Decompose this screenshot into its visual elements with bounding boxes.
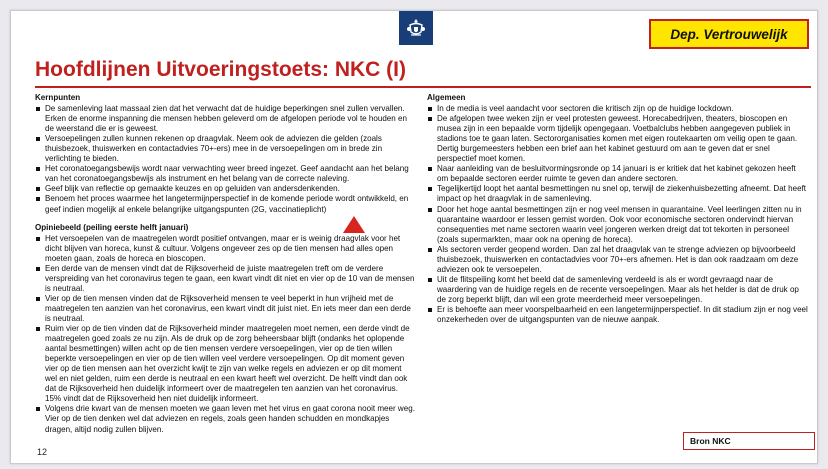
- list-item: Vier op de tien mensen vinden dat de Rijksoverheid mensen te veel beperkt in hun vrijheid met de maatregelen ten aanzien van het coronavirus, een kwart vindt dit juist niet. En iets meer dan een derde is neutraal.: [35, 294, 415, 324]
- source-label: Bron NKC: [690, 436, 731, 446]
- page-number: 12: [37, 447, 48, 457]
- kernpunten-heading: Kernpunten: [35, 93, 81, 102]
- list-item: Benoem het proces waarmee het langetermijnperspectief in de komende periode wordt ontwikkeld, en geef indien mogelijk al enkele belangrijke uitgangspunten (2G, vaccinatieplicht): [35, 194, 415, 214]
- list-item: Ruim vier op de tien vinden dat de Rijksoverheid minder maatregelen moet nemen, een derde vindt de maatregelen goed zoals ze nu zijn. Als de druk op de zorg beheersbaar blijft (ondanks het oplopende aantal besmettingen) willen acht op de tien mensen verdere versoepelingen, vier op de tien willen beperkte versoepelingen en vier op de tien willen veel verdere versoepelingen. Op dit moment geven vier op de tien mensen aan het overzicht kwijt te zijn van welke regels en adviezen er op dit moment wel en niet gelden, ruim een derde is neutraal en een kwart heeft wel overzicht. De helft vindt dan ook dat de Rijksoverheid hen duidelijk informeert over de maatregelen ten aanzien van het coronavirus. 15% vindt dat de Rijksoverheid hen niet duidelijk informeert.: [35, 324, 415, 404]
- slide: [10, 10, 818, 464]
- title-divider: [35, 86, 811, 88]
- list-item: Het coronatoegangsbewijs wordt naar verwachting weer breed ingezet. Geef aandacht aan het belang van het coronatoegangsbewijs als instrument en het belang van de correcte naleving.: [35, 164, 415, 184]
- list-item: Door het hoge aantal besmettingen zijn er nog veel mensen in quarantaine. Veel leerlingen zitten nu in quarantaine waardoor er lessen gemist worden. Ook voor economische sectoren ondervindt hiervan consequenties met name sectoren waarin veel jongeren werken dreigt dat tot tekorten in personeel (zoals supermarkten, maar ook na opening de horeca).: [427, 205, 809, 245]
- list-item: Geef blijk van reflectie op gemaakte keuzes en op geluiden van andersdenkenden.: [35, 184, 415, 194]
- left-column: [35, 93, 415, 435]
- list-item: Naar aanleiding van de besluitvormingsronde op 14 januari is er kritiek dat het kabinet gekozen heeft om bepaalde sectoren eerder ruimte te geven dan andere sectoren.: [427, 164, 809, 184]
- list-item: Versoepelingen zullen kunnen rekenen op draagvlak. Neem ook de adviezen die gelden (zoals thuisbezoek, thuiswerken en contactadvies 70+-ers) mee in de versoepelingen om in brede zin verlichting te bieden.: [35, 134, 415, 164]
- list-item: Tegelijkertijd loopt het aantal besmettingen nu snel op, terwijl de ziekenhuisbezetting afneemt. Dat heeft impact op het draagvlak in de samenleving.: [427, 184, 809, 204]
- algemeen-list: [427, 104, 809, 325]
- right-column: [427, 93, 809, 325]
- list-item: Een derde van de mensen vindt dat de Rijksoverheid de juiste maatregelen treft om de verdere verspreiding van het coronavirus tegen te gaan, een kwart vindt dit niet en vier op de 10 van de mensen is neutraal.: [35, 264, 415, 294]
- source-box: [683, 432, 815, 450]
- opinie-heading: Opiniebeeld (peiling eerste helft januari): [35, 222, 189, 232]
- list-item: Volgens drie kwart van de mensen moeten we gaan leven met het virus en gaat corona nooit meer weg. Vier op de tien denken wel dat adviezen en regels, zoals geen handen schudden en mondkapjes dragen, altijd nodig zullen blijven.: [35, 404, 415, 434]
- confidential-badge-label: Dep. Vertrouwelijk: [670, 26, 788, 42]
- warning-triangle-icon: [343, 216, 365, 233]
- opinie-list: [35, 234, 415, 435]
- list-item: Als sectoren verder geopend worden. Dan zal het draagvlak van te strenge adviezen op bijvoorbeeld thuisbezoek, thuiswerken en contactadvies voor 70+-ers afnemen. Het is dan ook raadzaam om deze adviezen ook te versoepelen.: [427, 245, 809, 275]
- list-item: Uit de flitspeiling komt het beeld dat de samenleving verdeeld is als er wordt gevraagd naar de waardering van de huidige regels en de recente versoepelingen. Maar als het helder is dat de druk op de zorg beperkt blijft, dan wil een grote meerderheid meer versoepelingen.: [427, 275, 809, 305]
- list-item: Het versoepelen van de maatregelen wordt positief ontvangen, maar er is weinig draagvlak voor het dicht blijven van horeca, kunst & cultuur. Volgens ongeveer zes op de tien mensen had alles open moeten gaan, zoals de horeca en bioscopen.: [35, 234, 415, 264]
- algemeen-heading: Algemeen: [427, 93, 466, 102]
- list-item: De afgelopen twee weken zijn er veel protesten geweest. Horecabedrijven, theaters, bioscopen en musea zijn in een bepaalde vorm tijdelijk opengegaan. Voetbalclubs hebben aangegeven publiek in stadions toe te gaan laten. Sectororganisaties komen met eigen routekaarten om veilig open te gaan. Dertig burgemeesters hebben een brief aan het kabinet gestuurd om aan te geven dat er snel perspectief moet komen.: [427, 114, 809, 164]
- kernpunten-list: [35, 104, 415, 215]
- slide-title: Hoofdlijnen Uitvoeringstoets: NKC (I): [35, 58, 406, 81]
- list-item: De samenleving laat massaal zien dat het verwacht dat de huidige beperkingen snel zullen vervallen. Erken de enorme inspanning die mensen hebben geleverd om de afgelopen periode vol te houden en de weerstand die er is geweest.: [35, 104, 415, 134]
- crest-icon: [399, 11, 433, 45]
- list-item: In de media is veel aandacht voor sectoren die kritisch zijn op de huidige lockdown.: [427, 104, 809, 114]
- crest-icon-graphic: [405, 17, 427, 39]
- list-item: Er is behoefte aan meer voorspelbaarheid en een langetermijnperspectief. In dit stadium zijn er nog veel onzekerheden over de uitgangspunten van de nieuwe aanpak.: [427, 305, 809, 325]
- confidential-badge: [649, 19, 809, 49]
